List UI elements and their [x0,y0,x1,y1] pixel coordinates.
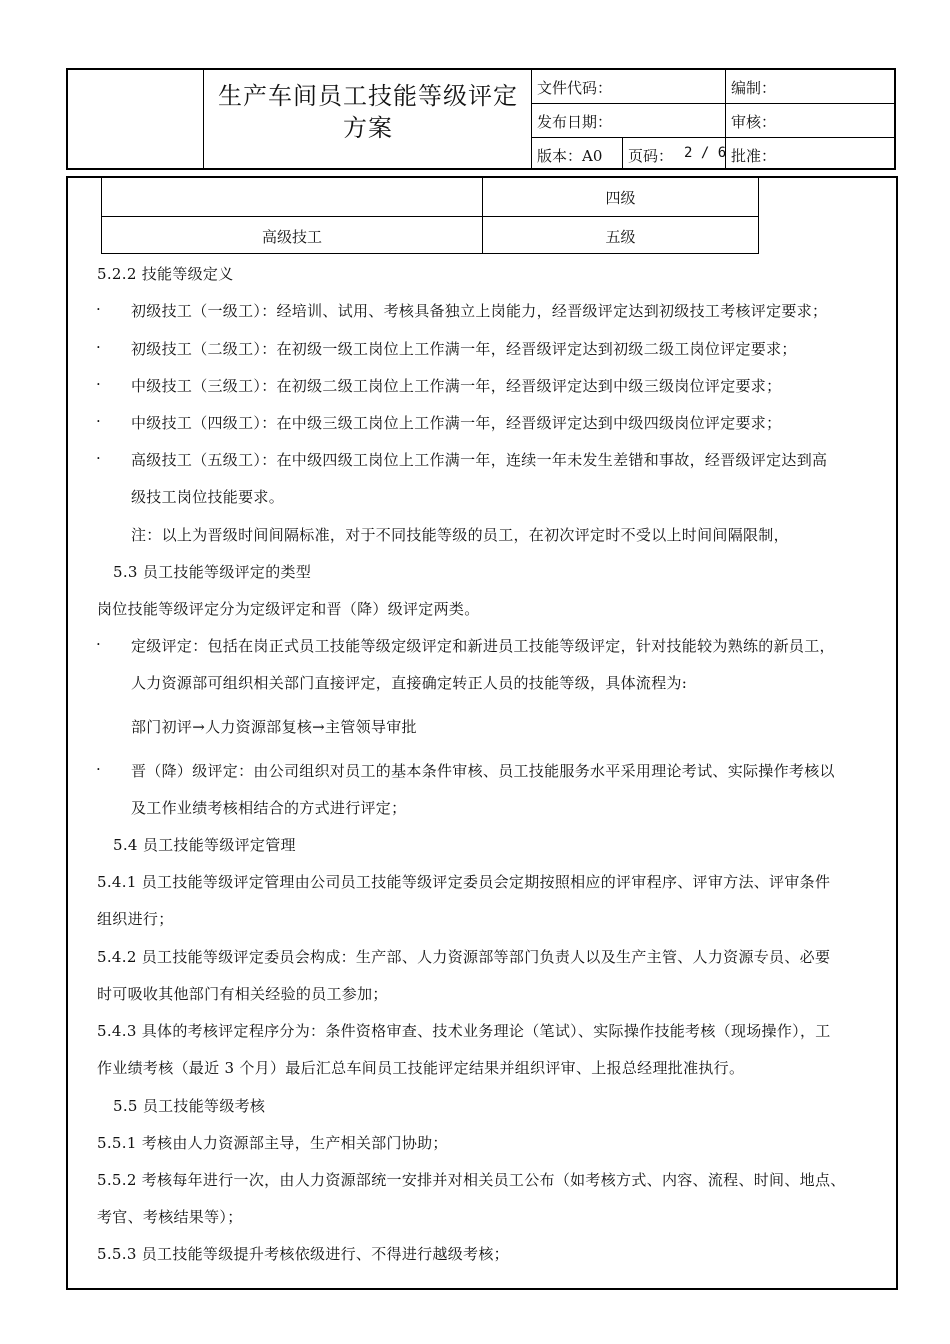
document-title-line1: 生产车间员工技能等级评定 [218,82,518,110]
bullet-marker: · [96,635,101,653]
level-definition-5-line1: 高级技工（五级工）：在中级四级工岗位上工作满一年，连续一年未发生差错和事故，经晋级评定达到高 [131,451,828,469]
bullet-marker: · [96,449,101,467]
clause-5-4-2-line1: 5.4.2 员工技能等级评定委员会构成：生产部、人力资源部等部门负责人以及生产主管、人力资源专员、必要 [97,948,831,966]
table-right-border [758,178,759,254]
bullet-marker: · [96,300,101,318]
clause-5-5-2-line1: 5.5.2 考核每年进行一次，由人力资源部统一安排并对相关员工公布（如考核方式、内容、流程、时间、地点、 [97,1171,846,1189]
header-logo-divider [203,68,204,170]
section-5-5-heading: 5.5 员工技能等级考核 [113,1097,266,1115]
section-5-4-heading: 5.4 员工技能等级评定管理 [113,836,296,854]
issue-date-label: 发布日期： [537,113,613,131]
page-label: 页码： [628,147,674,165]
rating-type-2-line2: 及工作业绩考核相结合的方式进行评定； [131,799,407,817]
header-page-divider [622,137,623,170]
body-left-border [66,176,68,1290]
table-row-2-level: 五级 [605,228,636,246]
section-5-3-intro: 岗位技能等级评定分为定级评定和晋（降）级评定两类。 [97,600,480,618]
body-right-border [896,176,898,1290]
note-paragraph: 注：以上为晋级时间间隔标准，对于不同技能等级的员工，在初次评定时不受以上时间间隔限制， [131,526,789,544]
bullet-marker: · [96,412,101,430]
header-top-border [66,68,896,70]
table-row-divider [101,216,759,217]
level-definition-4: 中级技工（四级工）：在中级三级工岗位上工作满一年，经晋级评定达到中级四级岗位评定要求； [131,414,782,432]
rating-type-1-line2: 人力资源部可组织相关部门直接评定，直接确定转正人员的技能等级，具体流程为: [131,674,688,692]
clause-5-4-3-line1: 5.4.3 具体的考核评定程序分为：条件资格审查、技术业务理论（笔试）、实际操作技能考核（现场操作），工 [97,1022,831,1040]
clause-5-4-3-line2: 作业绩考核（最近 3 个月）最后汇总车间员工技能评定结果并组织评审、上报总经理批准执行。 [97,1059,745,1077]
bullet-marker: · [96,375,101,393]
clause-5-5-3: 5.5.3 员工技能等级提升考核依级进行、不得进行越级考核； [97,1245,509,1263]
clause-5-4-2-line2: 时可吸收其他部门有相关经验的员工参加； [97,985,388,1003]
doc-code-label: 文件代码： [537,79,613,97]
section-5-2-2-heading: 5.2.2 技能等级定义 [97,265,234,283]
level-definition-2: 初级技工（二级工）：在初级一级工岗位上工作满一年，经晋级评定达到初级二级工岗位评定要求； [131,340,797,358]
rating-flow: 部门初评→人力资源部复核→主管领导审批 [131,718,417,736]
page-number: 2 / 6 [684,145,727,161]
table-row-2-title: 高级技工 [261,228,322,246]
document-title-line2: 方案 [343,114,393,142]
clause-5-5-2-line2: 考官、考核结果等）； [97,1208,243,1226]
table-row-1-level: 四级 [605,189,636,207]
header-row-divider-2 [531,137,896,138]
level-definition-1: 初级技工（一级工）：经培训、试用、考核具备独立上岗能力，经晋级评定达到初级技工考核评定要求； [131,302,828,320]
clause-5-5-1: 5.5.1 考核由人力资源部主导，生产相关部门协助； [97,1134,448,1152]
level-definition-3: 中级技工（三级工）：在初级二级工岗位上工作满一年，经晋级评定达到中级三级岗位评定要求； [131,377,782,395]
bullet-marker: · [96,338,101,356]
body-bottom-border [66,1288,898,1290]
table-bottom-border [101,253,759,254]
header-bottom-border [66,168,896,170]
clause-5-4-1-line1: 5.4.1 员工技能等级评定管理由公司员工技能等级评定委员会定期按照相应的评审程序、评审方法、评审条件 [97,873,831,891]
reviewed-label: 审核： [731,113,777,131]
prepared-label: 编制： [731,79,777,97]
header-row-divider-1 [531,103,896,104]
document-title [206,80,530,144]
bullet-marker: · [96,760,101,778]
version-label: 版本：A0 [537,147,603,165]
clause-5-4-1-line2: 组织进行； [97,910,174,928]
rating-type-2-line1: 晋（降）级评定：由公司组织对员工的基本条件审核、员工技能服务水平采用理论考试、实际操作考核以 [131,762,835,780]
header-left-border [66,68,68,170]
rating-type-1-line1: 定级评定：包括在岗正式员工技能等级定级评定和新进员工技能等级评定，针对技能较为熟练的新员工， [131,637,835,655]
approved-label: 批准： [731,147,777,165]
level-definition-5-line2: 级技工岗位技能要求。 [131,488,285,506]
section-5-3-heading: 5.3 员工技能等级评定的类型 [113,563,312,581]
header-right-border [894,68,896,170]
header-title-divider [531,68,532,170]
